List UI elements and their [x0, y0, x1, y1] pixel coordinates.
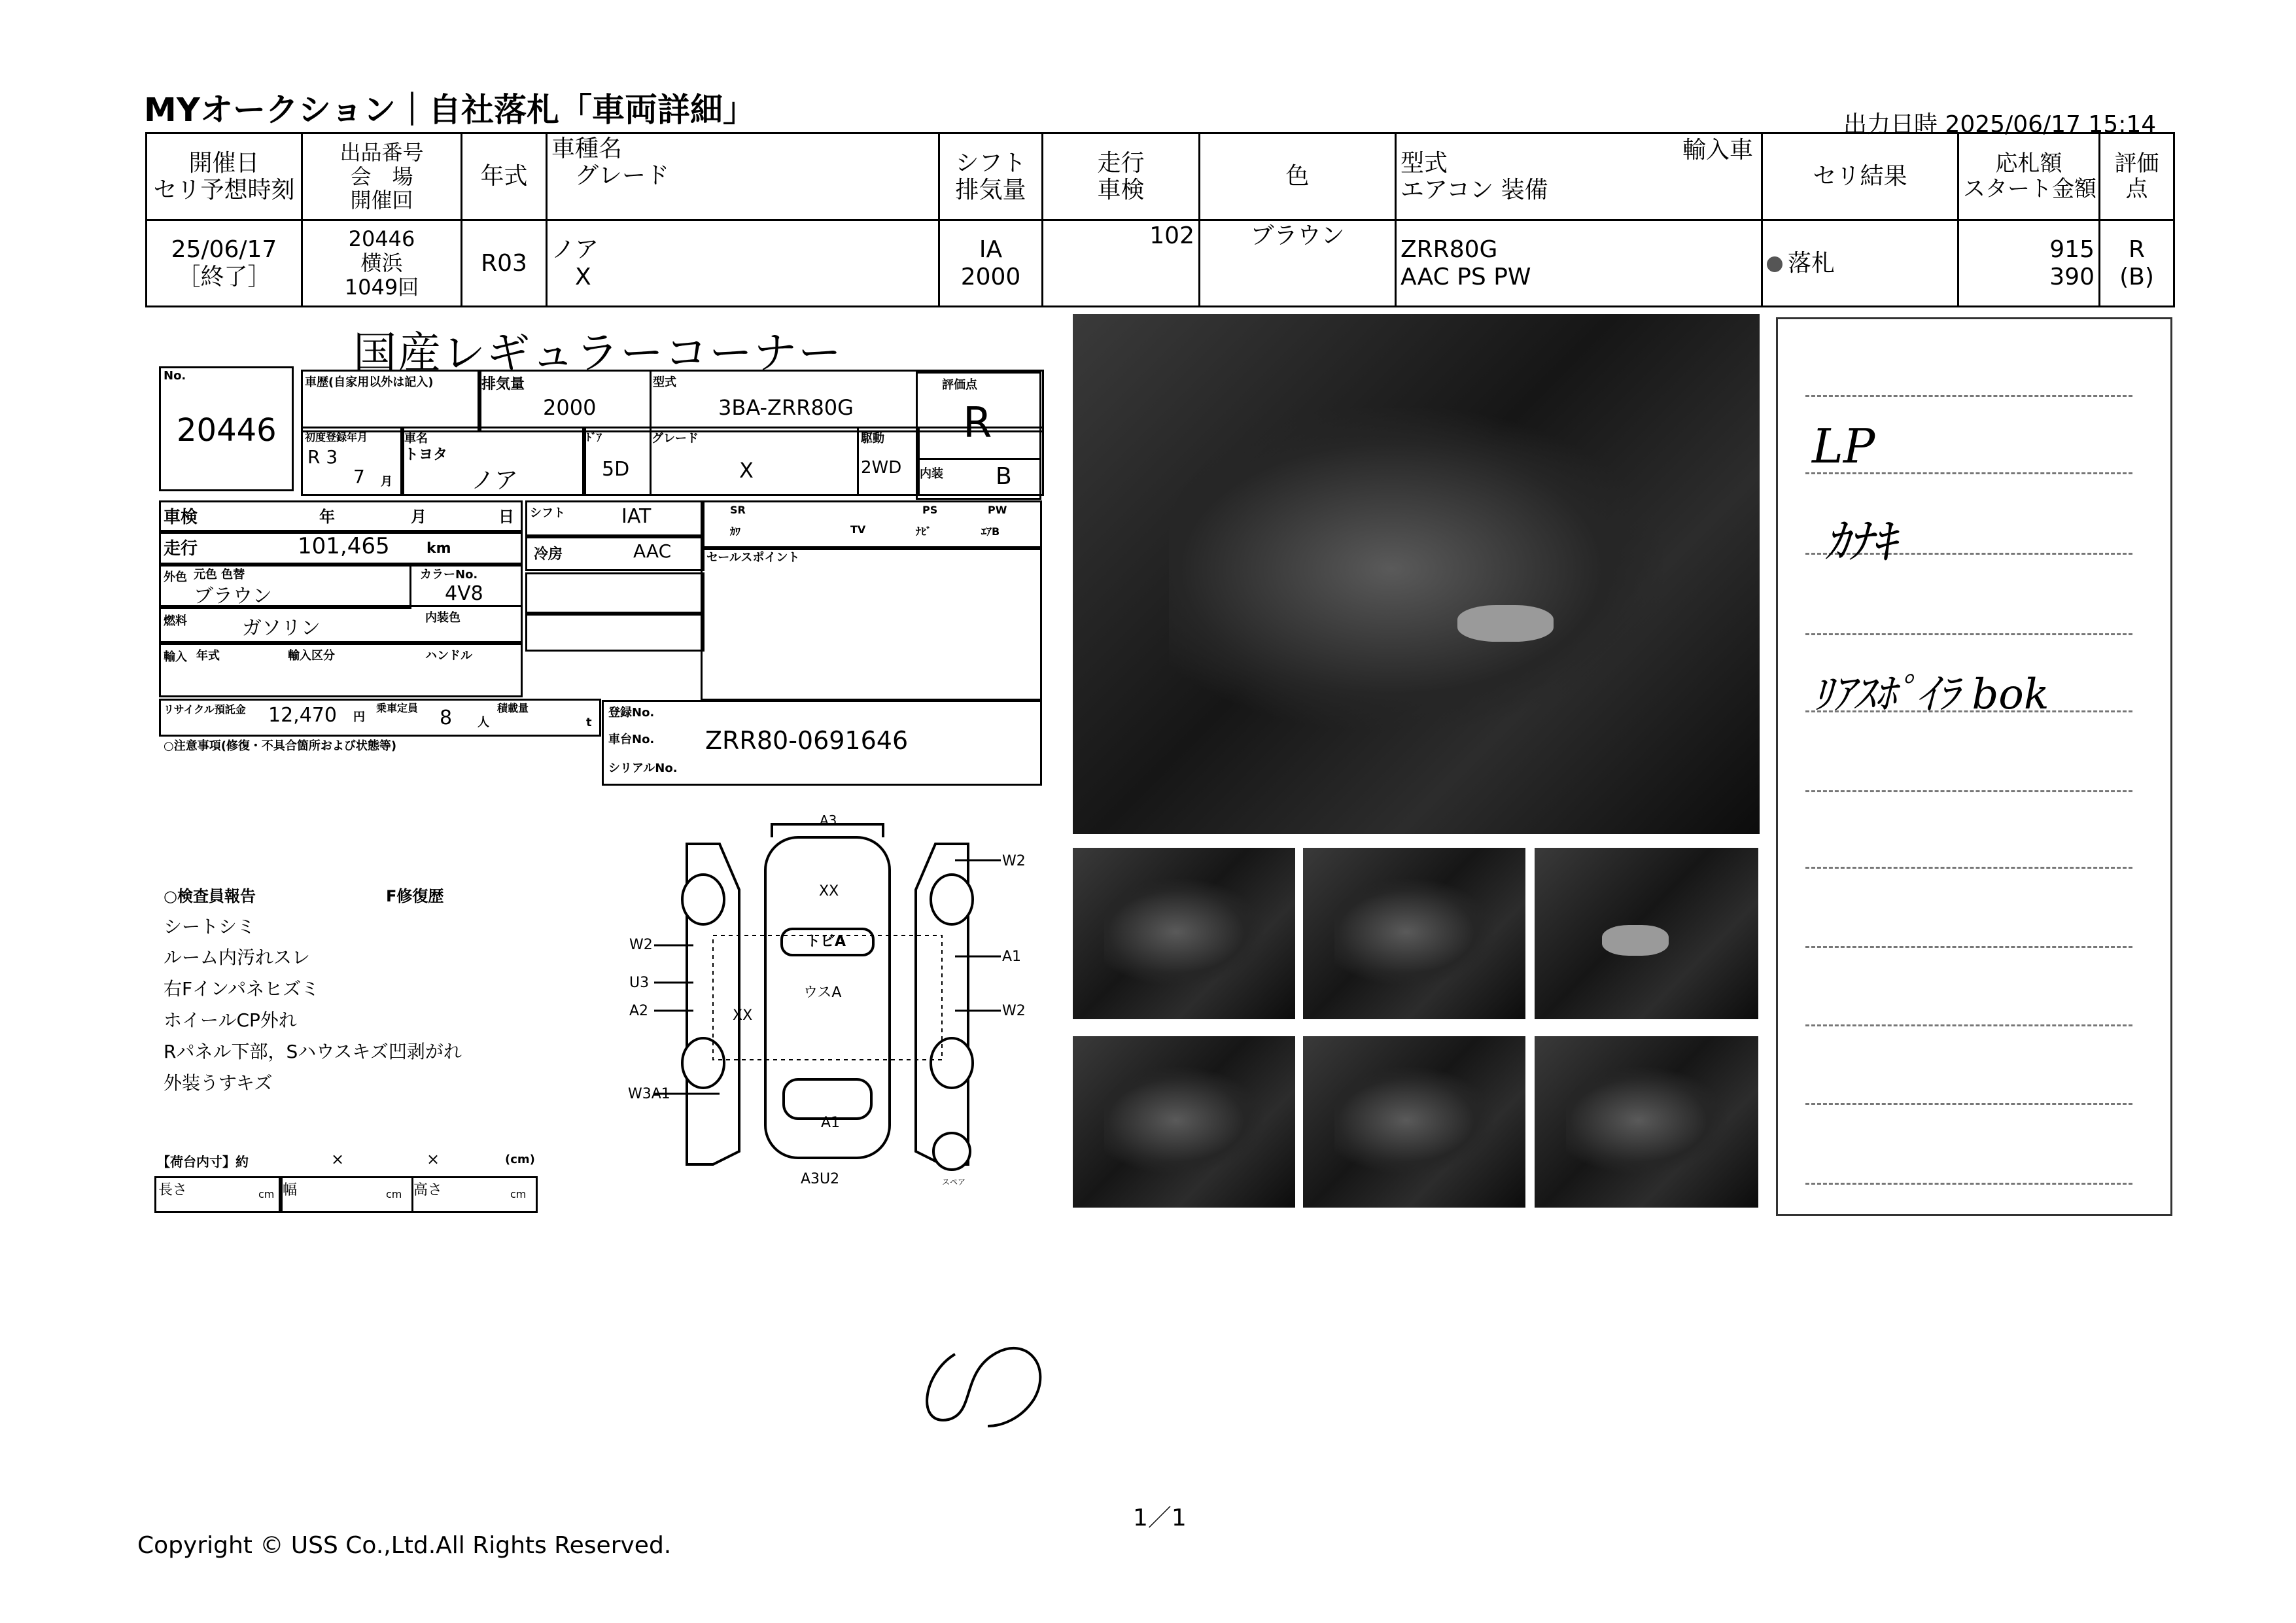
- thumb-photo-2[interactable]: [1303, 848, 1525, 1019]
- header-type-label: 型式: [1400, 149, 1448, 177]
- interior-color-label: 内装色: [425, 611, 461, 625]
- recycle-unit: 円: [353, 710, 365, 724]
- inspection-day-unit: 日: [498, 508, 514, 526]
- cargo-label: 【荷台内寸】約: [157, 1154, 249, 1170]
- header-score: 評価点: [2100, 133, 2174, 220]
- option-ps[interactable]: PS: [922, 504, 938, 516]
- header-shift: シフト 排気量: [939, 133, 1043, 220]
- cell-lot: 20446 横浜 1049回: [302, 220, 462, 307]
- diagram-left-4: W3A1: [628, 1086, 670, 1102]
- fuel-label: 燃料: [164, 614, 187, 628]
- inspection-label: 車検: [164, 508, 198, 527]
- result-dot-icon: [1767, 256, 1783, 272]
- header-date: 開催日 セリ予想時刻: [147, 133, 302, 220]
- notes-line-10: [1805, 1103, 2132, 1105]
- diagram-left-3: A2: [629, 1003, 649, 1019]
- drive-value: 2WD: [861, 458, 902, 478]
- notes-line-4: [1805, 633, 2132, 635]
- displacement-label: 排気量: [481, 376, 525, 393]
- diagram-right-1: W2: [1002, 853, 1026, 869]
- diagram-right-3: W2: [1002, 1003, 1026, 1019]
- cargo-width-label: 幅: [283, 1182, 298, 1198]
- diagram-xx-2: XX: [733, 1007, 753, 1024]
- notes-line-6: [1805, 790, 2132, 792]
- diagram-bottom: A3U2: [801, 1171, 840, 1187]
- cell-color: ブラウン: [1200, 220, 1396, 307]
- diagram-xx-1: XX: [819, 883, 839, 899]
- output-datetime: 出力日時 2025/06/17 15:14: [1843, 111, 2157, 138]
- cell-mileage: 102: [1043, 220, 1200, 307]
- grade-value: X: [739, 458, 754, 483]
- cargo-x-1: ×: [331, 1150, 345, 1168]
- color-sub-label: 元色 色替: [194, 568, 245, 582]
- thumb-photo-3[interactable]: [1535, 848, 1758, 1019]
- color-no-label: カラーNo.: [420, 568, 478, 582]
- drive-label: 駆動: [861, 432, 884, 445]
- cargo-height-unit: cm: [510, 1188, 527, 1200]
- handwritten-note-1: LP: [1812, 419, 1875, 474]
- shift-value: IAT: [621, 505, 652, 528]
- type-label: 型式: [653, 375, 676, 389]
- blank-cell-2: [525, 612, 704, 652]
- sales-point-label: セールスポイント: [706, 551, 800, 565]
- lot-number: 20446: [177, 412, 277, 449]
- mileage-label: 走行: [164, 539, 198, 559]
- grade-label: グレード: [652, 432, 699, 445]
- header-lot: 出品番号 会 場 開催回: [302, 133, 462, 220]
- history-label: 車歴(自家用以外は記入): [305, 375, 434, 389]
- maker-label: 車名: [404, 432, 428, 445]
- header-price: 応札額 スタート金額: [1958, 133, 2100, 220]
- header-result: セリ結果: [1762, 133, 1958, 220]
- main-photo[interactable]: [1073, 314, 1760, 834]
- interior-label: 内装: [920, 467, 943, 481]
- option-leather[interactable]: ｶﾜ: [730, 525, 741, 538]
- inspection-year-unit: 年: [319, 508, 335, 526]
- lot-no-label: No.: [164, 369, 186, 383]
- recycle-label: リサイクル預託金: [164, 703, 246, 716]
- notes-line-7: [1805, 867, 2132, 869]
- first-reg-month: 7: [353, 466, 365, 487]
- doors-label: ﾄﾞｱ: [586, 431, 602, 444]
- type-value: 3BA-ZRR80G: [718, 395, 854, 420]
- notes-line-8: [1805, 946, 2132, 948]
- cell-year: R03: [462, 220, 547, 307]
- report-line-3: 右Fインパネヒズミ: [164, 978, 320, 1000]
- header-type: [1396, 133, 1762, 220]
- report-line-5: Rパネル下部，Sハウスキズ凹剥がれ: [164, 1041, 462, 1062]
- thumb-photo-5[interactable]: [1303, 1036, 1525, 1208]
- mileage-unit: km: [426, 540, 451, 557]
- summary-data-row[interactable]: [147, 220, 2174, 307]
- capacity-value: 8: [440, 707, 453, 729]
- cargo-width-unit: cm: [386, 1188, 402, 1200]
- page-number: 1／1: [1133, 1505, 1187, 1531]
- diagram-left-1: W2: [629, 937, 653, 953]
- cargo-x-2: ×: [426, 1150, 440, 1168]
- chassis-value: ZRR80-0691646: [705, 726, 909, 755]
- thumb-photo-4[interactable]: [1073, 1036, 1295, 1208]
- sheet-title: 国産レギュラーコーナー: [353, 328, 843, 378]
- option-navi[interactable]: ﾅﾋﾞ: [916, 525, 932, 538]
- cell-result: [1762, 220, 1958, 307]
- cell-date: 25/06/17 ［終了］: [147, 220, 302, 307]
- diagram-a1-bottom: A1: [821, 1115, 841, 1131]
- header-import-label: 輸入車: [1682, 137, 1753, 164]
- maker-value: トヨタ: [404, 447, 448, 463]
- copyright-text: Copyright © USS Co.,Ltd.All Rights Reserved.: [137, 1532, 672, 1559]
- report-line-4: ホイールCP外れ: [164, 1009, 297, 1031]
- option-sr[interactable]: SR: [730, 504, 746, 516]
- car-name: ノア: [471, 467, 519, 494]
- color-label: 外色: [164, 570, 187, 584]
- diagram-left-2: U3: [629, 975, 650, 991]
- page-title: MYオークション｜自社落札「車両詳細」: [144, 91, 756, 129]
- header-model: 車種名 グレード: [547, 133, 939, 220]
- first-reg-label: 初度登録年月: [305, 431, 368, 444]
- diagram-right-2: A1: [1002, 949, 1022, 965]
- recycle-value: 12,470: [268, 704, 337, 727]
- first-reg-month-unit: 月: [381, 475, 392, 489]
- diagram-top: A3: [820, 812, 837, 828]
- option-airbag[interactable]: ｴｱB: [981, 525, 1000, 538]
- header-ac-label: エアコン 装備: [1400, 177, 1548, 203]
- first-reg-value: R 3: [307, 446, 338, 468]
- summary-header-row: [147, 133, 2174, 220]
- header-mileage: 走行 車検: [1043, 133, 1200, 220]
- header-color: 色: [1200, 133, 1396, 220]
- diagram-spare: スペア: [942, 1178, 966, 1187]
- notes-line-11: [1805, 1183, 2132, 1185]
- import-col-year: 年式: [196, 649, 220, 663]
- inspection-row: [159, 500, 523, 534]
- displacement-value: 2000: [543, 395, 597, 420]
- serial-label: シリアルNo.: [608, 761, 678, 775]
- sales-point-cell: [701, 546, 1042, 701]
- chassis-label: 車台No.: [608, 733, 655, 746]
- import-col-type: 輸入区分: [288, 649, 335, 663]
- option-tv[interactable]: TV: [850, 523, 866, 536]
- header-year: 年式: [462, 133, 547, 220]
- capacity-unit: 人: [478, 716, 489, 729]
- thumb-photo-6[interactable]: [1535, 1036, 1758, 1208]
- cargo-height-label: 高さ: [413, 1182, 443, 1198]
- fuel-row: [159, 605, 523, 645]
- report-line-6: 外装うすキズ: [164, 1072, 273, 1094]
- notes-line-9: [1805, 1024, 2132, 1026]
- cell-score: R (B): [2100, 220, 2174, 307]
- import-label: 輸入: [164, 650, 187, 664]
- inspection-month-unit: 月: [411, 508, 426, 526]
- blank-cell-1: [525, 572, 704, 616]
- thumb-photo-1[interactable]: [1073, 848, 1295, 1019]
- cargo-length-unit: cm: [258, 1188, 275, 1200]
- repair-label: F修復歴: [386, 887, 444, 905]
- diagram-topia: トビA: [806, 934, 846, 950]
- cell-shift: IA 2000: [939, 220, 1043, 307]
- handwritten-note-2: ｶﾅｷ: [1825, 514, 1896, 569]
- ac-value: AAC: [633, 540, 672, 562]
- report-line-2: ルーム内汚れスレ: [164, 947, 311, 968]
- plate-label: 登録No.: [608, 706, 655, 720]
- cargo-length-label: 長さ: [158, 1182, 188, 1198]
- scribble-mark: [916, 1328, 1060, 1446]
- import-col-handle: ハンドル: [425, 649, 472, 663]
- mileage-value: 101,465: [298, 533, 390, 559]
- shift-label: シフト: [530, 506, 565, 520]
- handwritten-note-3: ﾘｱｽﾎﾟｲﾗ bok: [1812, 671, 2049, 719]
- cell-type: ZRR80G AAC PS PW: [1396, 220, 1762, 307]
- load-unit: t: [586, 716, 592, 729]
- cell-price: 915 390: [1958, 220, 2100, 307]
- cargo-unit: (cm): [505, 1153, 535, 1166]
- doors-value: 5D: [602, 458, 630, 481]
- load-label: 積載量: [497, 702, 529, 714]
- summary-table: [145, 132, 2175, 307]
- cell-model: ノア X: [547, 220, 939, 307]
- inspector-label: ○検査員報告: [164, 887, 256, 905]
- score-value: R: [963, 399, 992, 447]
- capacity-label: 乗車定員: [376, 702, 419, 714]
- option-pw[interactable]: PW: [988, 504, 1007, 516]
- score-label: 評価点: [942, 378, 977, 392]
- color-no-value: 4V8: [445, 582, 483, 605]
- interior-value: B: [996, 463, 1012, 490]
- caution-label: ○注意事項(修復・不具合箇所および状態等): [164, 739, 397, 753]
- fuel-value: ガソリン: [242, 617, 321, 640]
- cell-result-text: 落札: [1788, 249, 1835, 277]
- color-value: ブラウン: [194, 585, 272, 608]
- notes-line-1: [1805, 395, 2132, 397]
- diagram-usua: ウスA: [803, 985, 842, 1001]
- ac-label: 冷房: [534, 546, 563, 563]
- report-line-1: シートシミ: [164, 916, 256, 937]
